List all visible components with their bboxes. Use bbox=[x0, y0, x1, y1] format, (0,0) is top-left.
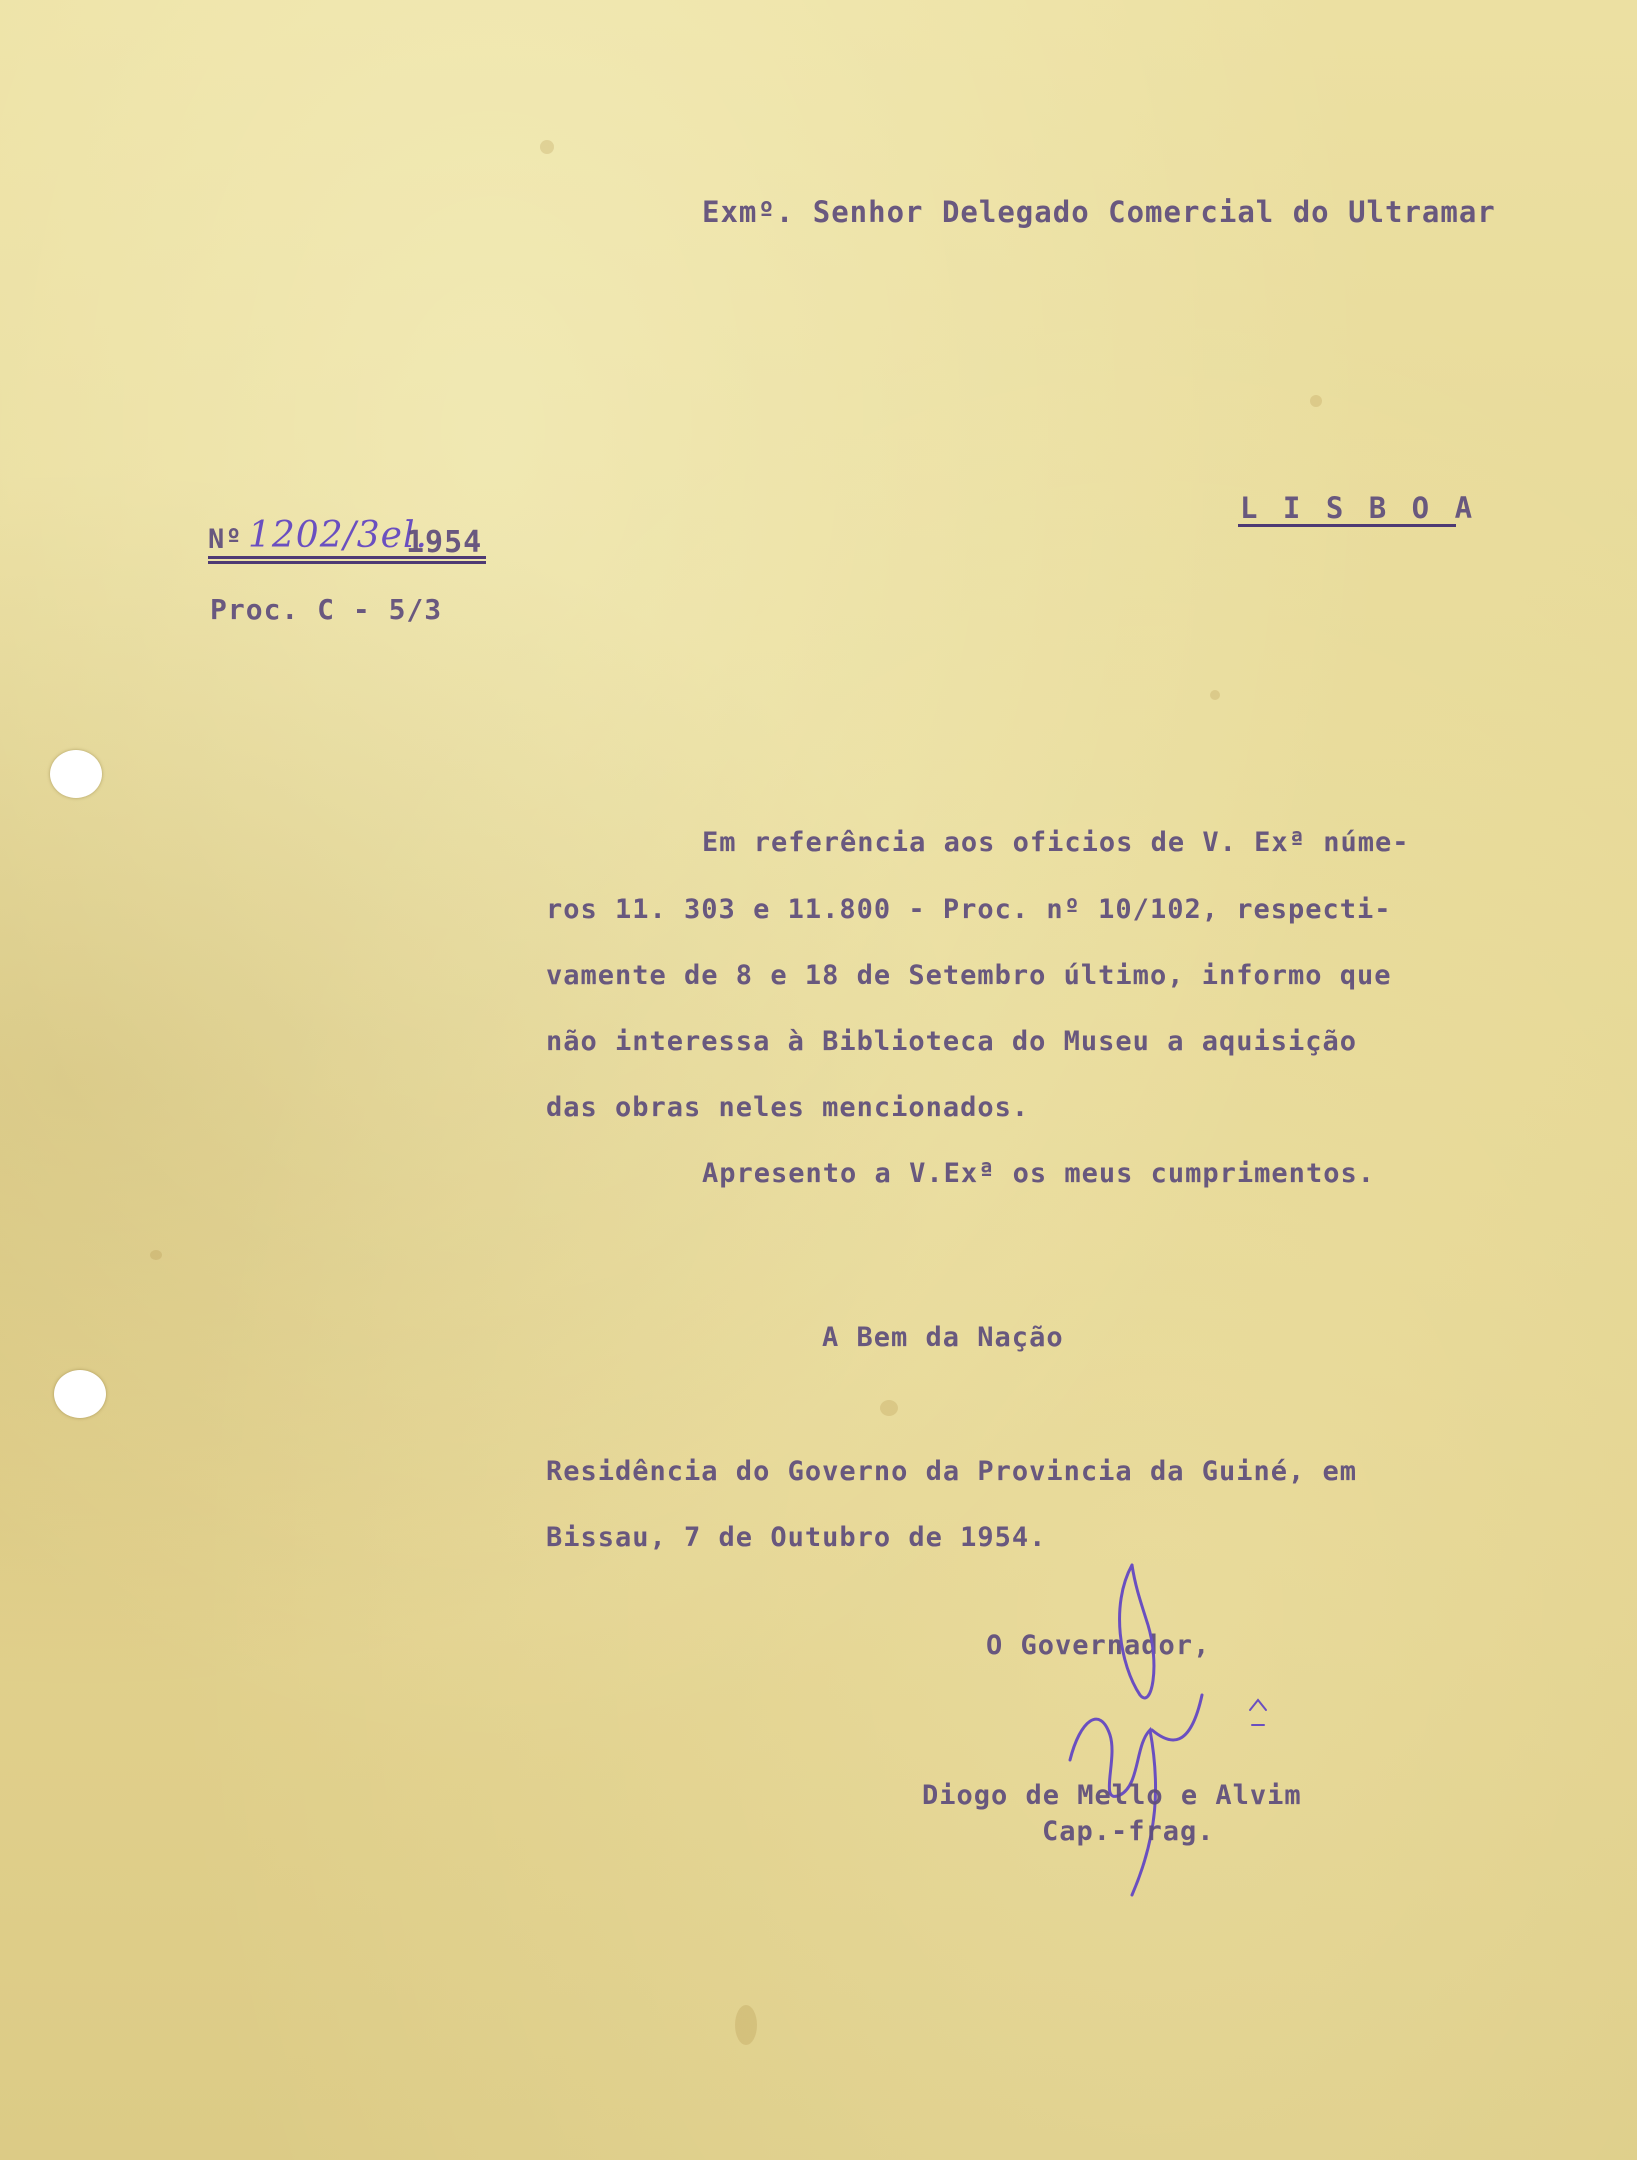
signatory-title: O Governador, bbox=[986, 1630, 1211, 1661]
stain bbox=[540, 140, 554, 154]
punch-hole bbox=[54, 1370, 106, 1418]
salutation: A Bem da Nação bbox=[822, 1322, 1064, 1353]
body-line: não interessa à Biblioteca do Museu a aquisição bbox=[546, 1026, 1358, 1057]
stain bbox=[880, 1400, 898, 1416]
addressee: Exmº. Senhor Delegado Comercial do Ultramar bbox=[702, 195, 1496, 229]
signatory-rank: Cap.-frag. bbox=[1042, 1816, 1215, 1847]
place-line: Residência do Governo da Provincia da Guiné, em bbox=[546, 1456, 1358, 1487]
stain bbox=[150, 1250, 162, 1260]
body-line: Em referência aos oficios de V. Exª núme- bbox=[702, 827, 1410, 858]
compliments: Apresento a V.Exª os meus cumprimentos. bbox=[702, 1158, 1375, 1189]
signature bbox=[1040, 1545, 1270, 1915]
body-line: ros 11. 303 e 11.800 - Proc. nº 10/102, respecti- bbox=[546, 894, 1392, 925]
signatory-name: Diogo de Mello e Alvim bbox=[922, 1780, 1302, 1811]
reference-underline bbox=[208, 561, 486, 564]
paper-edge bbox=[1637, 0, 1643, 2160]
body-line: das obras neles mencionados. bbox=[546, 1092, 1030, 1123]
process-number: Proc. C - 5/3 bbox=[210, 593, 443, 626]
reference-prefix: Nº bbox=[208, 524, 243, 555]
stain bbox=[1310, 395, 1322, 407]
punch-hole bbox=[50, 750, 102, 798]
reference-handwritten: 1202/3el. bbox=[248, 515, 428, 556]
date-line: Bissau, 7 de Outubro de 1954. bbox=[546, 1522, 1047, 1553]
stain bbox=[1210, 690, 1220, 700]
city-underline bbox=[1238, 524, 1456, 527]
reference-underline bbox=[208, 556, 486, 559]
city: L I S B O A bbox=[1240, 491, 1477, 525]
body-line: vamente de 8 e 18 de Setembro último, informo que bbox=[546, 960, 1392, 991]
reference-year: 1954 bbox=[406, 525, 483, 560]
stain bbox=[735, 2005, 757, 2045]
